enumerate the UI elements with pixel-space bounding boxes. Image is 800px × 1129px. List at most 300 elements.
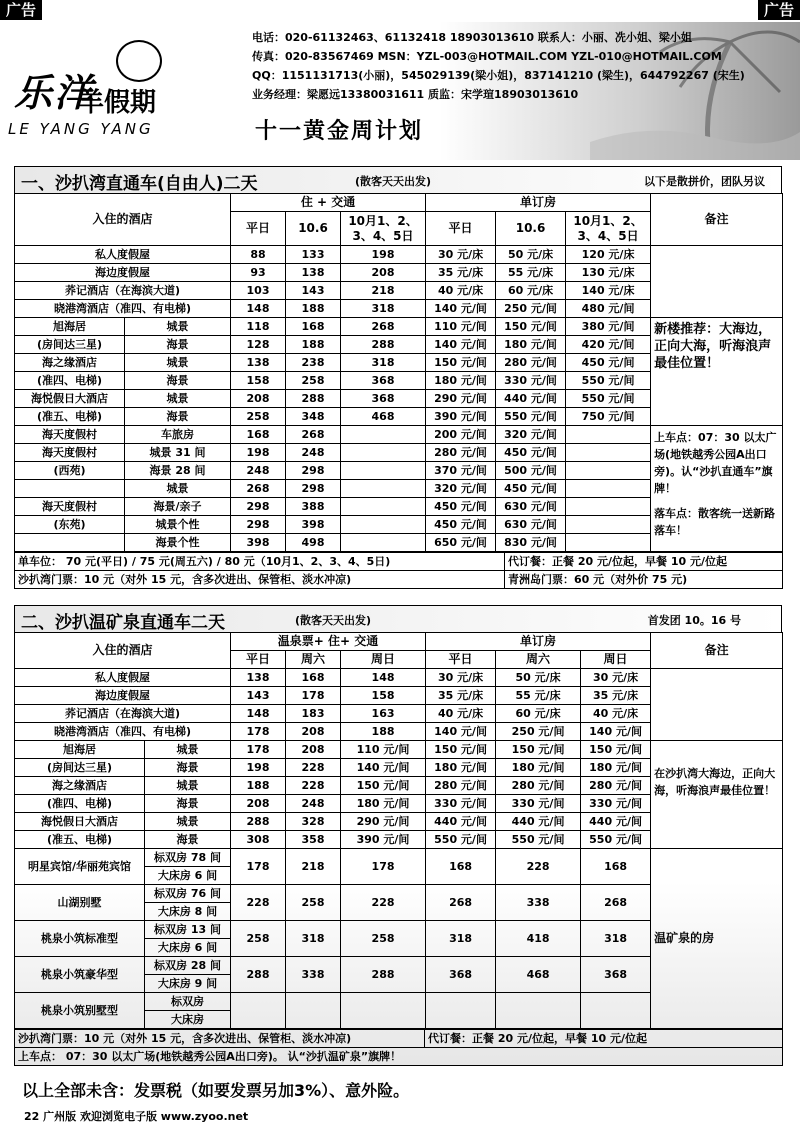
bottom-note: 以上全部未含：发票税（如要发票另加3%）、意外险。 [22,1081,410,1100]
price-cell: 330 元/间 [496,372,566,390]
table-row [15,246,783,264]
price-cell: 268 [581,885,651,921]
note-cell [651,246,783,318]
section-1-footer-table [14,552,783,589]
price-cell: 440 元/间 [426,813,496,831]
price-cell: 178 [231,741,286,759]
room-type: 大床房 [145,1011,231,1029]
price-cell: 30 元/床 [426,246,496,264]
hotel-name: (东苑) [15,516,125,534]
price-cell: 60 元/床 [496,282,566,300]
note-new-building: 新楼推荐：大海边，正向大海，听海浪声最佳位置！ [651,318,783,426]
price-cell: 320 元/间 [426,480,496,498]
price-cell: 338 [496,885,581,921]
price-cell: 280 元/间 [496,354,566,372]
header-hotel: 入住的酒店 [15,194,231,246]
hotel-name: 荞记酒店（在海滨大道) [15,705,231,723]
price-cell: 370 元/间 [426,462,496,480]
price-cell: 138 [286,264,341,282]
price-cell: 298 [231,498,286,516]
price-cell: 130 元/床 [566,264,651,282]
price-cell: 50 元/床 [496,246,566,264]
table-row [15,849,783,867]
price-cell: 550 元/间 [566,372,651,390]
price-cell: 280 元/间 [426,777,496,795]
price-cell: 188 [341,723,426,741]
room-type: 海景/亲子 [125,498,231,516]
price-cell: 258 [286,885,341,921]
price-cell: 420 元/间 [566,336,651,354]
price-cell: 55 元/床 [496,687,581,705]
price-cell: 308 [231,831,286,849]
header-col: 周六 [496,651,581,669]
logo-main-text: 乐洋 [14,71,95,115]
room-type: 城景 [145,777,231,795]
price-cell: 288 [341,957,426,993]
hotel-name: 海悦假日大酒店 [15,813,145,831]
single-seat: 单车位： 70 元(平日) / 75 元(周五六) / 80 元（10月1、2、3、4、5日) [15,553,505,571]
price-cell: 35 元/床 [426,264,496,282]
table-row [15,426,783,444]
header-col: 平日 [426,651,496,669]
price-cell: 338 [286,957,341,993]
price-cell [341,462,426,480]
price-cell: 550 元/间 [496,831,581,849]
price-cell: 140 元/床 [566,282,651,300]
room-type: 城景 [145,741,231,759]
price-cell: 55 元/床 [496,264,566,282]
price-cell: 268 [286,426,341,444]
price-cell: 390 元/间 [341,831,426,849]
price-cell: 228 [286,777,341,795]
price-cell: 168 [231,426,286,444]
price-cell: 248 [231,462,286,480]
boarding-info: 上车点： 07：30 以太广场(地铁越秀公园A出口旁)。 认“沙扒温矿泉”旗牌！ [15,1048,783,1066]
price-cell: 268 [231,480,286,498]
section-2 [14,605,782,1066]
ad-label-left: 广告 [0,0,42,20]
price-cell: 330 元/间 [426,795,496,813]
price-cell: 88 [231,246,286,264]
price-cell [341,444,426,462]
price-cell: 258 [286,372,341,390]
price-cell: 198 [231,444,286,462]
price-cell: 163 [341,705,426,723]
header-group-room: 单订房 [426,194,651,212]
price-cell: 390 元/间 [426,408,496,426]
price-cell: 200 元/间 [426,426,496,444]
price-cell: 150 元/间 [426,354,496,372]
price-cell: 208 [286,741,341,759]
hotel-name: 海边度假屋 [15,687,231,705]
price-cell: 180 元/间 [581,759,651,777]
price-cell [341,993,426,1029]
price-cell [566,516,651,534]
price-cell: 140 元/间 [426,336,496,354]
price-cell: 30 元/床 [426,669,496,687]
room-type: 标双房 [145,993,231,1011]
price-cell: 148 [341,669,426,687]
price-cell [566,426,651,444]
price-cell: 103 [231,282,286,300]
hotel-name: (准五、电梯) [15,831,145,849]
section-1-title: 一、沙扒湾直通车(自由人)二天 [21,174,258,194]
price-cell: 178 [286,687,341,705]
price-cell: 268 [341,318,426,336]
price-cell: 550 元/间 [581,831,651,849]
section-2-header [14,605,782,632]
price-cell: 143 [286,282,341,300]
hotel-name: (准四、电梯) [15,795,145,813]
price-cell: 630 元/间 [496,516,566,534]
price-cell: 298 [231,516,286,534]
price-cell [566,498,651,516]
room-type: 标双房 28 间 [145,957,231,975]
note-cell [651,669,783,741]
price-cell: 450 元/间 [426,498,496,516]
price-cell: 318 [341,354,426,372]
price-cell: 468 [496,957,581,993]
price-cell: 148 [231,705,286,723]
price-cell: 280 元/间 [426,444,496,462]
hotel-name [15,534,125,552]
price-cell [341,534,426,552]
note-hot-spring: 温矿泉的房 [651,849,783,1029]
header-note: 备注 [651,633,783,669]
room-type: 城景 [125,390,231,408]
header-col: 周六 [286,651,341,669]
price-cell: 180 元/间 [426,759,496,777]
price-cell: 188 [286,336,341,354]
price-cell: 280 元/间 [581,777,651,795]
plan-title: 十一黄金周计划 [255,119,424,144]
price-cell: 150 元/间 [426,741,496,759]
price-cell: 368 [581,957,651,993]
price-cell: 178 [231,849,286,885]
price-cell: 228 [231,885,286,921]
section-2-subtitle: (散客天天出发) [295,614,372,627]
price-cell: 318 [581,921,651,957]
price-cell: 35 元/床 [426,687,496,705]
hotel-name: (准五、电梯) [15,408,125,426]
header-col: 平日 [231,651,286,669]
header-group-room: 单订房 [426,633,651,651]
page-footer: 22 广州版 欢迎浏览电子版 www.zyoo.net [24,1110,249,1123]
hotel-name: 桃泉小筑豪华型 [15,957,145,993]
price-cell: 183 [286,705,341,723]
price-cell: 288 [231,957,286,993]
price-cell: 288 [341,336,426,354]
price-cell: 388 [286,498,341,516]
price-cell: 550 元/间 [496,408,566,426]
room-type: 海景个性 [125,534,231,552]
section-1-table [14,193,783,552]
price-cell: 330 元/间 [496,795,581,813]
price-cell [566,462,651,480]
price-cell: 35 元/床 [581,687,651,705]
hotel-name: 桃泉小筑别墅型 [15,993,145,1029]
price-cell: 480 元/间 [566,300,651,318]
price-cell [566,444,651,462]
price-cell: 290 元/间 [341,813,426,831]
price-cell: 168 [286,669,341,687]
price-cell: 140 元/间 [341,759,426,777]
price-cell: 208 [341,264,426,282]
price-cell: 140 元/间 [581,723,651,741]
hotel-name [15,480,125,498]
price-cell: 450 元/间 [496,480,566,498]
hotel-name: 海悦假日大酒店 [15,390,125,408]
price-cell: 328 [286,813,341,831]
header [0,22,800,160]
price-cell [341,498,426,516]
price-cell: 180 元/间 [341,795,426,813]
hotel-name: 海之缘酒店 [15,354,125,372]
room-type: 海景 [145,831,231,849]
price-cell: 368 [341,390,426,408]
room-type: 标双房 78 间 [145,849,231,867]
price-cell: 150 元/间 [341,777,426,795]
price-cell: 168 [286,318,341,336]
hotel-name: 海之缘酒店 [15,777,145,795]
section-1-note: 以下是散拼价，团队另议 [644,175,765,188]
room-type: 海景 [125,372,231,390]
price-cell: 298 [286,462,341,480]
section-1-header [14,166,782,193]
price-cell [341,516,426,534]
price-cell: 298 [286,480,341,498]
top-bar [0,0,800,23]
contact-info [252,28,745,104]
price-cell: 280 元/间 [496,777,581,795]
price-cell: 150 元/间 [496,741,581,759]
price-cell [286,993,341,1029]
price-cell: 830 元/间 [496,534,566,552]
price-cell: 258 [231,408,286,426]
hotel-name: (准四、电梯) [15,372,125,390]
room-type: 海景 [125,336,231,354]
room-type: 海景 [145,795,231,813]
room-type: 标双房 76 间 [145,885,231,903]
contact-fax: 传真：020-83567469 MSN：YZL-003@HOTMAIL.COM YZL-010@HOTMAIL.COM [252,50,722,63]
room-type: 海景 [145,759,231,777]
hotel-name: 晓港湾酒店（准四、有电梯) [15,723,231,741]
price-cell: 288 [286,390,341,408]
price-cell: 150 元/间 [496,318,566,336]
hotel-name: 桃泉小筑标准型 [15,921,145,957]
header-col: 10月1、2、3、4、5日 [566,212,651,246]
room-type: 城景 [145,813,231,831]
price-cell: 208 [231,795,286,813]
price-cell: 368 [426,957,496,993]
price-cell: 440 元/间 [496,390,566,408]
header-col: 10.6 [286,212,341,246]
price-cell: 380 元/间 [566,318,651,336]
price-cell: 290 元/间 [426,390,496,408]
section-2-note: 首发团 10。16 号 [647,614,741,627]
ticket-shapa: 沙扒湾门票：10 元（对外 15 元，含多次进出、保管柜、淡水冲凉) [15,571,505,589]
hotel-name: (房间达三星) [15,336,125,354]
price-cell: 348 [286,408,341,426]
price-cell: 750 元/间 [566,408,651,426]
price-cell: 148 [231,300,286,318]
hotel-name: 私人度假屋 [15,246,231,264]
price-cell: 440 元/间 [496,813,581,831]
header-col: 平日 [231,212,286,246]
price-cell: 248 [286,444,341,462]
price-cell: 158 [341,687,426,705]
price-cell: 188 [231,777,286,795]
room-type: 城景 [125,354,231,372]
price-cell: 238 [286,354,341,372]
room-type: 大床房 6 间 [145,939,231,957]
boarding-text: 上车点：07：30 以太广场(地铁越秀公园A出口旁)。认“沙扒直通车”旗牌！ [654,431,777,495]
price-cell [426,993,496,1029]
hotel-name: 明星宾馆/华丽苑宾馆 [15,849,145,885]
header-note: 备注 [651,194,783,246]
hotel-name: 旭海居 [15,741,145,759]
price-cell [341,426,426,444]
price-cell: 158 [231,372,286,390]
price-cell: 368 [341,372,426,390]
hotel-name: (西苑) [15,462,125,480]
price-cell: 40 元/床 [426,282,496,300]
ad-label-right: 广告 [758,0,800,20]
contact-qq: QQ：1151131713(小丽)，545029139(梁小姐)，837141210 (梁生)，644792267 (宋生) [252,69,745,82]
dropoff-text: 落车点：散客统一送新路落车！ [654,507,776,537]
price-cell: 330 元/间 [581,795,651,813]
hotel-name: 海天度假村 [15,444,125,462]
header-col: 周日 [341,651,426,669]
hotel-name: 晓港湾酒店（准四、有电梯) [15,300,231,318]
price-cell: 188 [286,300,341,318]
price-cell: 40 元/床 [581,705,651,723]
hotel-name: 旭海居 [15,318,125,336]
price-cell: 550 元/间 [566,390,651,408]
hotel-name: 山湖别墅 [15,885,145,921]
section-2-footer-table [14,1029,783,1066]
section-2-table [14,632,783,1029]
price-cell: 208 [286,723,341,741]
logo-english-text: LE YANG YANG [8,120,154,138]
price-cell: 320 元/间 [496,426,566,444]
price-cell: 60 元/床 [496,705,581,723]
price-cell: 440 元/间 [581,813,651,831]
price-cell: 228 [496,849,581,885]
price-cell: 140 元/间 [426,300,496,318]
price-cell: 208 [231,390,286,408]
price-cell: 498 [286,534,341,552]
price-cell: 550 元/间 [426,831,496,849]
table-row [15,318,783,336]
price-cell: 228 [341,885,426,921]
price-cell: 250 元/间 [496,723,581,741]
section-2-title: 二、沙扒温矿泉直通车二天 [21,613,225,633]
room-type: 城景 [125,480,231,498]
price-cell: 318 [286,921,341,957]
room-type: 城景 31 间 [125,444,231,462]
price-cell: 150 元/间 [581,741,651,759]
table-row [15,669,783,687]
header-group-stay: 温泉票+ 住+ 交通 [231,633,426,651]
room-type: 海景 [125,408,231,426]
price-cell: 468 [341,408,426,426]
hotel-name: 荞记酒店（在海滨大道) [15,282,231,300]
ticket-qingzhou: 青洲岛门票：60 元（对外价 75 元) [505,571,783,589]
mascot-icon [116,40,162,82]
logo [8,32,218,142]
price-cell: 138 [231,669,286,687]
note-sea-view: 在沙扒湾大海边，正向大海，听海浪声最佳位置！ [651,741,783,849]
price-cell: 168 [581,849,651,885]
price-cell: 138 [231,354,286,372]
hotel-name: 海天度假村 [15,426,125,444]
price-cell [581,993,651,1029]
price-cell: 180 元/间 [426,372,496,390]
price-cell: 168 [426,849,496,885]
logo-sub-text: 羊假期 [78,88,157,118]
price-cell: 318 [426,921,496,957]
hotel-name: 私人度假屋 [15,669,231,687]
price-cell: 133 [286,246,341,264]
contact-manager: 业务经理：梁愿远13380031611 质监：宋学瑄18903013610 [252,88,579,101]
price-cell: 40 元/床 [426,705,496,723]
section-1 [14,166,782,589]
room-type: 海景 28 间 [125,462,231,480]
room-type: 大床房 8 间 [145,903,231,921]
price-cell: 180 元/间 [496,759,581,777]
note-boarding [651,426,783,552]
price-cell: 110 元/间 [426,318,496,336]
price-cell: 178 [341,849,426,885]
header-col: 平日 [426,212,496,246]
room-type: 标双房 13 间 [145,921,231,939]
price-cell: 50 元/床 [496,669,581,687]
price-cell [566,480,651,498]
price-cell: 398 [286,516,341,534]
price-cell: 450 元/间 [566,354,651,372]
header-col: 10.6 [496,212,566,246]
price-cell: 140 元/间 [426,723,496,741]
price-cell: 198 [341,246,426,264]
header-hotel: 入住的酒店 [15,633,231,669]
price-cell: 228 [286,759,341,777]
price-cell: 180 元/间 [496,336,566,354]
price-cell: 650 元/间 [426,534,496,552]
price-cell: 218 [286,849,341,885]
price-cell: 268 [426,885,496,921]
hotel-name: 海天度假村 [15,498,125,516]
section-1-subtitle: (散客天天出发) [355,175,432,188]
price-cell: 630 元/间 [496,498,566,516]
room-type: 大床房 9 间 [145,975,231,993]
price-cell: 450 元/间 [496,444,566,462]
meal-info: 代订餐：正餐 20 元/位起，早餐 10 元/位起 [505,553,783,571]
table-row [15,741,783,759]
header-col: 10月1、2、3、4、5日 [341,212,426,246]
price-cell: 418 [496,921,581,957]
price-cell [566,534,651,552]
price-cell: 288 [231,813,286,831]
price-cell: 258 [231,921,286,957]
price-cell: 198 [231,759,286,777]
price-cell: 248 [286,795,341,813]
room-type: 城景个性 [125,516,231,534]
price-cell: 318 [341,300,426,318]
price-cell: 450 元/间 [426,516,496,534]
price-cell: 110 元/间 [341,741,426,759]
price-cell: 258 [341,921,426,957]
